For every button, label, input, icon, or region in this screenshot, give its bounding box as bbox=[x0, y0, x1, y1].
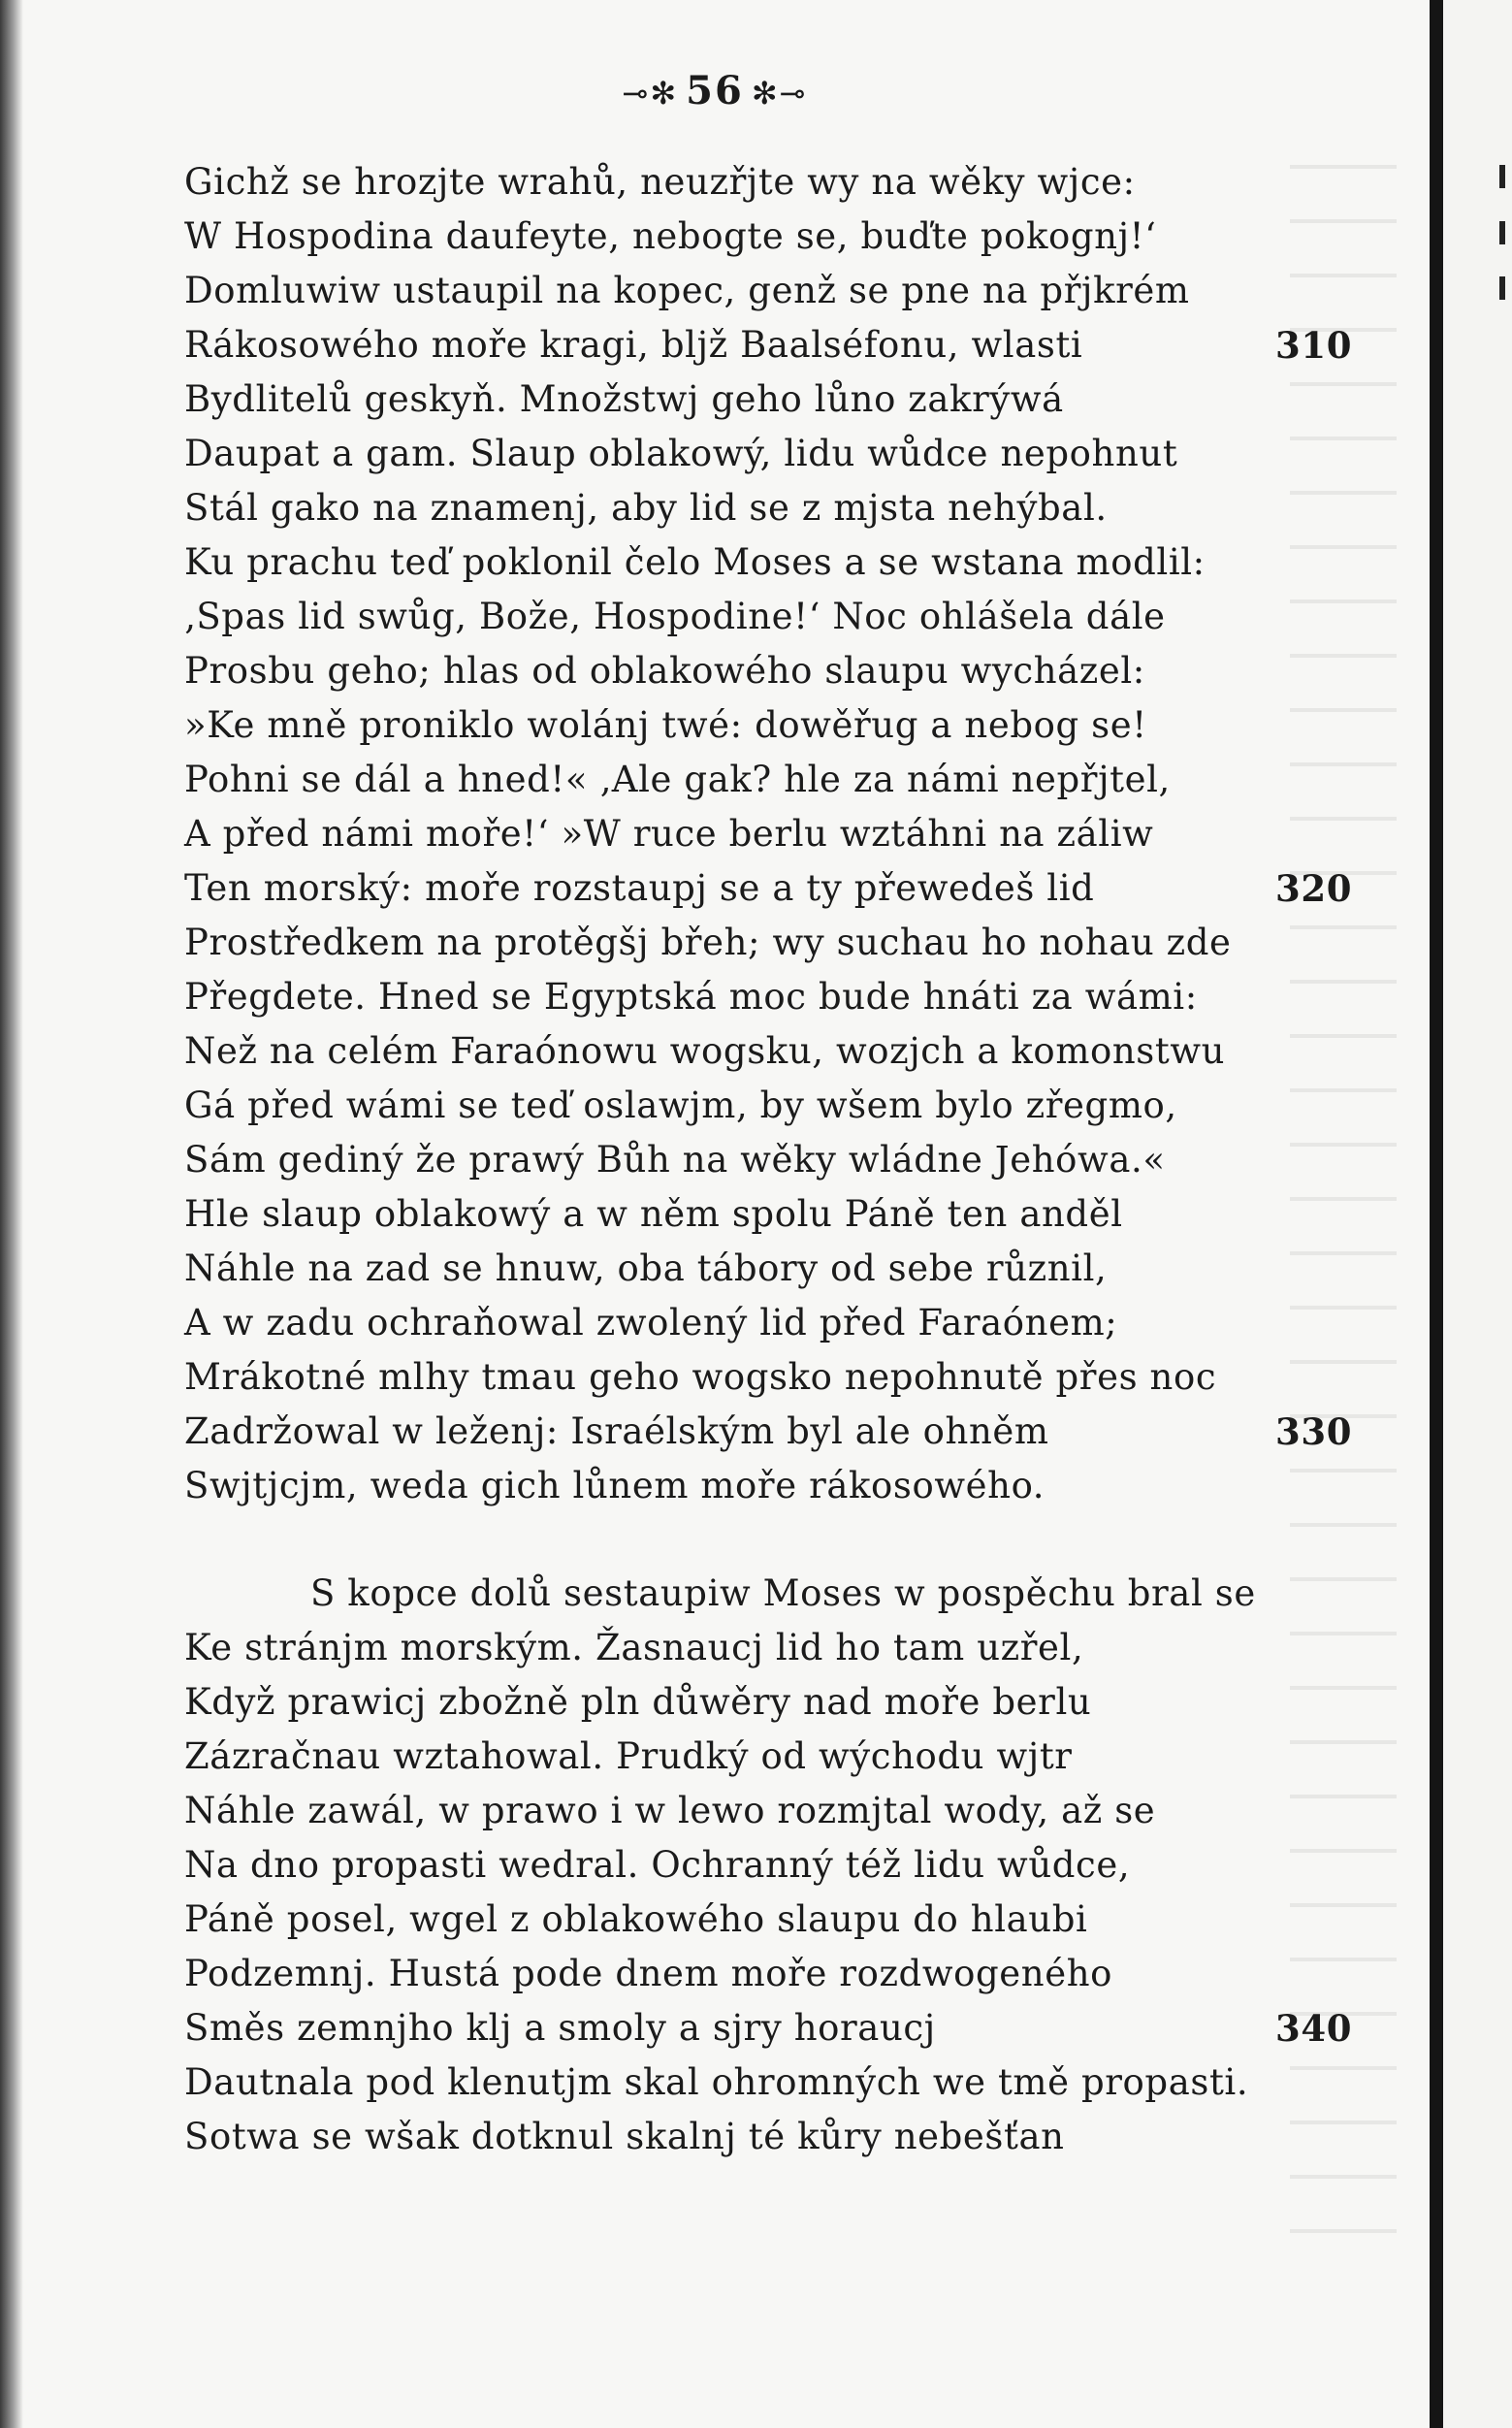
verse-line: Ten morský: moře rozstaupj se a ty přewedeš lid 320 bbox=[184, 861, 1348, 916]
verse-line: Ke stránjm morským. Žasnaucj lid ho tam uzřel, bbox=[184, 1627, 1084, 1668]
stanza-1 bbox=[184, 155, 1353, 1513]
verse-line: Podzemnj. Hustá pode dnem moře rozdwogeného bbox=[184, 1953, 1112, 1994]
verse-line: Prostředkem na protěgšj břeh; wy suchau ho nohau zde bbox=[184, 922, 1232, 963]
verse-line: ‚Spas lid swůg, Bože, Hospodine!‘ Noc ohlášela dále bbox=[184, 596, 1166, 637]
ornament-left-icon: ⊸✻ bbox=[622, 75, 679, 112]
verse-line: Gichž se hrozjte wrahů, neuzřjte wy na wěky wjce: bbox=[184, 161, 1136, 203]
verse-line: Swjtjcjm, weda gich lůnem moře rákosowého. bbox=[184, 1465, 1046, 1506]
ornament-right-icon: ✻⊸ bbox=[751, 75, 808, 112]
stanza-2 bbox=[184, 1567, 1353, 2164]
verse-line: Páně posel, wgel z oblakowého slaupu do hlaubi bbox=[184, 1898, 1088, 1940]
facing-page-mark bbox=[1499, 165, 1505, 188]
verse-line: Domluwiw ustaupil na kopec, genž se pne na přjkrém bbox=[184, 270, 1190, 311]
verse-line: Dautnala pod klenutjm skal ohromných we tmě propasti. bbox=[184, 2061, 1249, 2103]
line-number: 340 bbox=[1275, 2007, 1353, 2050]
verse-line: Směs zemnjho klj a smoly a sjry horaucj 340 bbox=[184, 2001, 1348, 2056]
verse-line: Náhle na zad se hnuw, oba tábory od sebe různil, bbox=[184, 1247, 1108, 1289]
verse-line: Hle slaup oblakowý a w něm spolu Páně ten anděl bbox=[184, 1193, 1123, 1235]
verse-line: Gá před wámi se teď oslawjm, by wšem bylo zřegmo, bbox=[184, 1085, 1177, 1126]
verse-line: Než na celém Faraónowu wogsku, wozjch a komonstwu bbox=[184, 1030, 1226, 1072]
facing-page-edge bbox=[1430, 0, 1512, 2428]
verse-line: Zázračnau wztahowal. Prudký od wýchodu wjtr bbox=[184, 1735, 1073, 1777]
page-header bbox=[0, 68, 1430, 113]
verse-line: Zadržowal w leženj: Israélským byl ale ohněm 330 bbox=[184, 1405, 1348, 1459]
page-number: 56 bbox=[686, 68, 744, 113]
verse-line: S kopce dolů sestaupiw Moses w pospěchu bral se bbox=[310, 1572, 1256, 1614]
page-binding-shadow bbox=[0, 0, 23, 2428]
verse-line: W Hospodina daufeyte, nebogte se, buďte pokognj!‘ bbox=[184, 215, 1157, 257]
verse-line: »Ke mně proniklo wolánj twé: dowěřug a nebog se! bbox=[184, 704, 1147, 746]
verse-line: Ku prachu teď poklonil čelo Moses a se wstana modlil: bbox=[184, 541, 1206, 583]
verse-line: Prosbu geho; hlas od oblakowého slaupu wycházel: bbox=[184, 650, 1145, 692]
line-number: 320 bbox=[1275, 867, 1353, 910]
verse-line: A před námi moře!‘ »W ruce berlu wztáhni na záliw bbox=[184, 813, 1154, 855]
verse-line: A w zadu ochraňowal zwolený lid před Faraónem; bbox=[184, 1302, 1118, 1343]
facing-page-mark bbox=[1499, 221, 1505, 244]
line-number: 310 bbox=[1275, 324, 1353, 367]
verse-line: Bydlitelů geskyň. Množstwj geho lůno zakrýwá bbox=[184, 378, 1064, 420]
verse-line: Na dno propasti wedral. Ochranný též lidu wůdce, bbox=[184, 1844, 1131, 1886]
verse-line: Když prawicj zbožně pln důwěry nad moře berlu bbox=[184, 1681, 1092, 1723]
line-number: 330 bbox=[1275, 1410, 1353, 1453]
verse-line: Přegdete. Hned se Egyptská moc bude hnáti za wámi: bbox=[184, 976, 1198, 1018]
verse-line: Daupat a gam. Slaup oblakowý, lidu wůdce nepohnut bbox=[184, 433, 1178, 474]
verse-line: Náhle zawál, w prawo i w lewo rozmjtal wody, až se bbox=[184, 1790, 1156, 1831]
verse-line: Rákosowého moře kragi, bljž Baalséfonu, wlasti 310 bbox=[184, 318, 1348, 372]
verse-line: Sotwa se wšak dotknul skalnj té kůry nebešťan bbox=[184, 2116, 1065, 2157]
verse-line: Pohni se dál a hned!« ‚Ale gak? hle za námi nepřjtel, bbox=[184, 759, 1171, 800]
facing-page-mark bbox=[1499, 276, 1505, 300]
verse-line: Stál gako na znamenj, aby lid se z mjsta nehýbal. bbox=[184, 487, 1108, 529]
verse-line: Sám gediný že prawý Bůh na wěky wládne Jehówa.« bbox=[184, 1139, 1166, 1181]
verse-line: Mrákotné mlhy tmau geho wogsko nepohnutě přes noc bbox=[184, 1356, 1217, 1398]
